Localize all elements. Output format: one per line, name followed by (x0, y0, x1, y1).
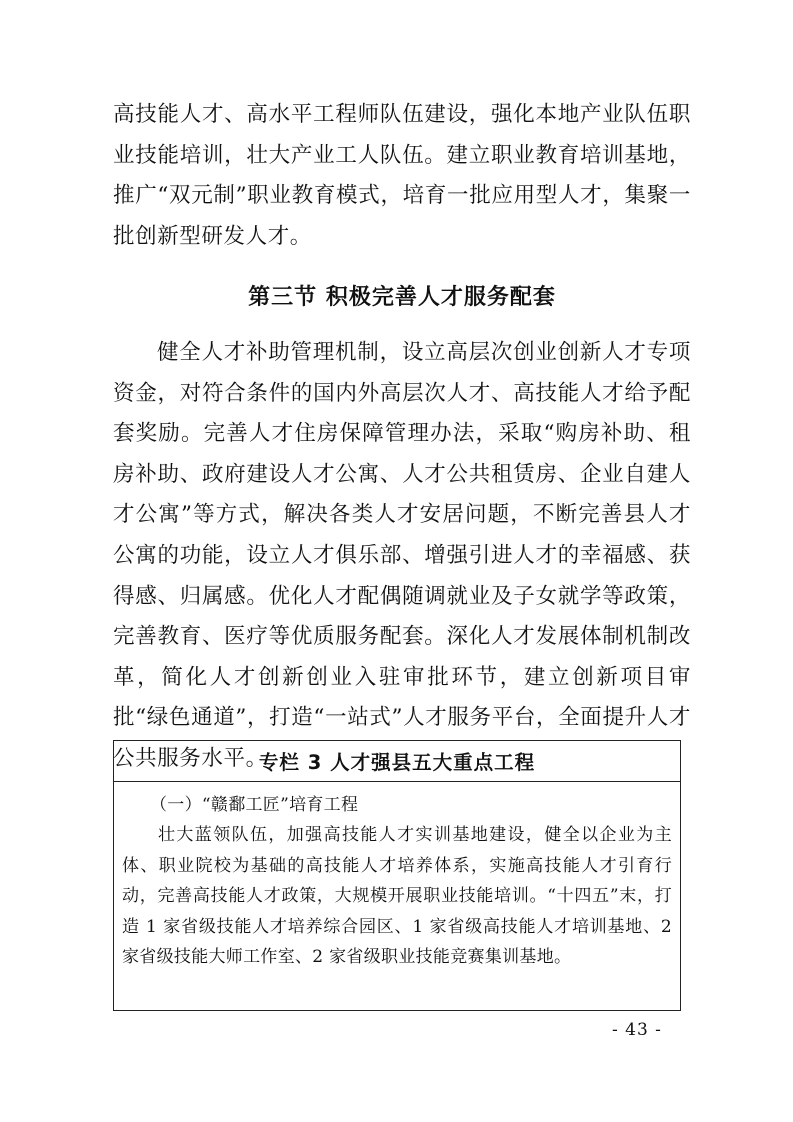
column-box-text: 壮大蓝领队伍，加强高技能人才实训基地建设，健全以企业为主体、职业院校为基础的高技能人才培养体系，实施高技能人才引育行动，完善高技能人才政策，大规模开展职业技能培训。“十四五”末，打造 1 家省级技能人才培养综合园区、1 家省级高技能人才培训基地、2 家省级技能大师工作室、2 家省级职业技能竞赛集训基地。 (122, 825, 672, 968)
section-heading: 第三节 积极完善人才服务配套 (248, 285, 556, 310)
body-paragraph-talent-services: 健全人才补助管理机制，设立高层次创业创新人才专项资金，对符合条件的国内外高层次人才、高技能人才给予配套奖励。完善人才住房保障管理办法，采取“购房补助、租房补助、政府建设人才公寓、人才公共租赁房、企业自建人才公寓”等方式，解决各类人才安居问题，不断完善县人才公寓的功能，设立人才俱乐部、增强引进人才的幸福感、获得感、归属感。优化人才配偶随调就业及子女就学等政策，完善教育、医疗等优质服务配套。深化人才发展体制机制改革，简化人才创新创业入驻审批环节，建立创新项目审批“绿色通道”，打造“一站式”人才服务平台，全面提升人才公共服务水平。 (113, 340, 691, 771)
column-box (113, 740, 681, 1011)
column-box-subheading: （一）“赣鄱工匠”培育工程 (150, 795, 359, 815)
page-number: - 43 - (612, 1020, 662, 1040)
body-paragraph-continued: 高技能人才、高水平工程师队伍建设，强化本地产业队伍职业技能培训，壮大产业工人队伍。建立职业教育培训基地，推广“双元制”职业教育模式，培育一批应用型人才，集聚一批创新型研发人才。 (113, 102, 691, 249)
column-box-title: 专栏 3 人才强县五大重点工程 (114, 741, 680, 782)
column-box-body (114, 782, 680, 972)
